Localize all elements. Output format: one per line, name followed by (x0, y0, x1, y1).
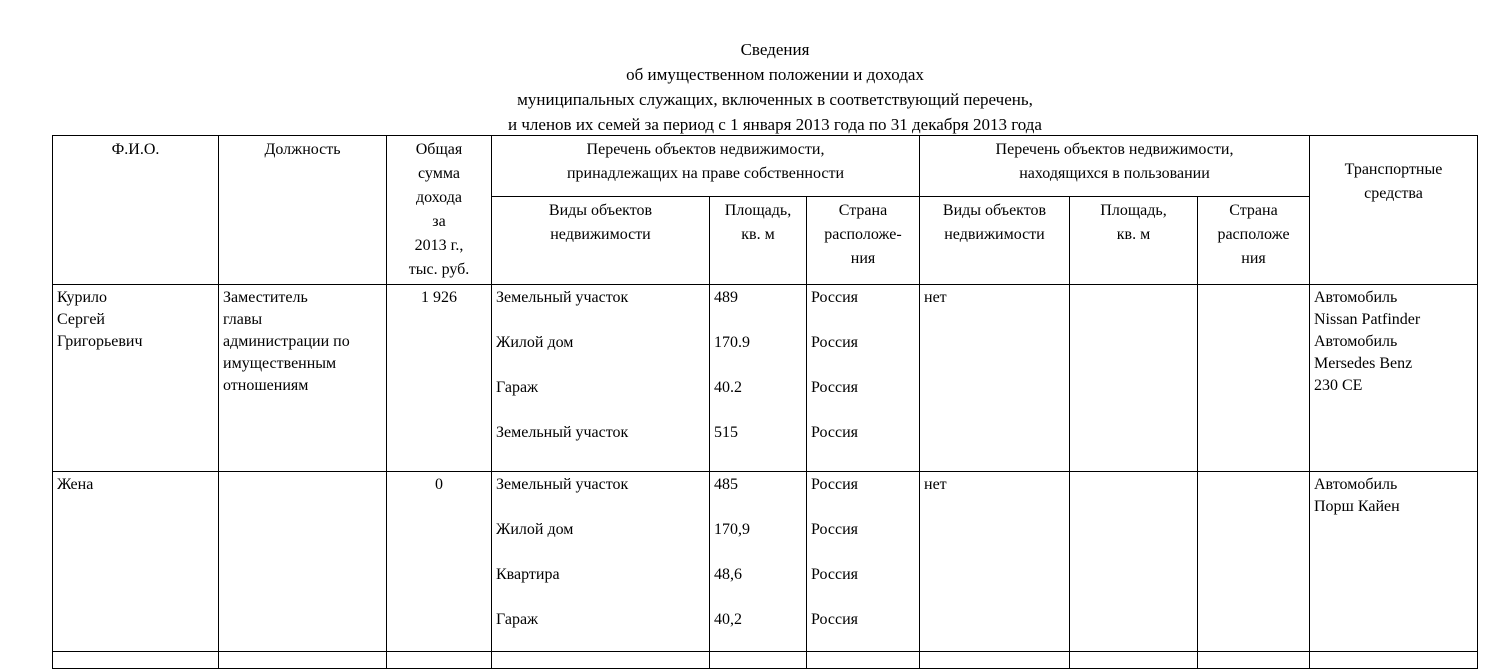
header-owned-area: Площадь, кв. м (710, 196, 807, 284)
position-cell (219, 472, 387, 652)
transport-cell: Автомобиль Порш Кайен (1310, 472, 1478, 652)
used-areas-cell (1070, 285, 1198, 472)
header-fio: Ф.И.О. (53, 136, 219, 285)
fio-cell: Жена (53, 472, 219, 652)
title-line-1: Сведения (740, 40, 810, 59)
header-transport: Транспортные средства (1310, 136, 1478, 285)
table-row (53, 472, 1478, 652)
header-income: Общая сумма дохода за 2013 г., тыс. руб. (387, 136, 492, 285)
title-line-4: и членов их семей за период с 1 января 2013 года по 31 декабря 2013 года (508, 115, 1042, 134)
used-areas-cell (1070, 472, 1198, 652)
header-row-1 (53, 136, 1478, 197)
income-cell: 1 926 (387, 285, 492, 472)
title-line-3: муниципальных служащих, включенных в соответствующий перечень, (517, 90, 1033, 109)
header-used-object-type: Виды объектов недвижимости (920, 196, 1070, 284)
income-cell: 0 (387, 472, 492, 652)
header-used-group: Перечень объектов недвижимости, находящихся в пользовании (920, 136, 1310, 197)
owned-areas-cell: 489 170.9 40.2 515 (710, 285, 807, 472)
document-title (0, 37, 1498, 137)
used-countries-cell (1198, 285, 1310, 472)
transport-cell: Автомобиль Nissan Patfinder Автомобиль Mersedes Benz 230 CE (1310, 285, 1478, 472)
header-owned-object-type: Виды объектов недвижимости (492, 196, 710, 284)
table-row-cutoff (53, 652, 1478, 669)
table-row (53, 285, 1478, 472)
used-countries-cell (1198, 472, 1310, 652)
owned-countries-cell: Россия Россия Россия Россия (807, 472, 920, 652)
header-owned-country: Страна расположе- ния (807, 196, 920, 284)
title-line-2: об имущественном положении и доходах (626, 65, 924, 84)
used-types-cell: нет (920, 472, 1070, 652)
owned-areas-cell: 485 170,9 48,6 40,2 (710, 472, 807, 652)
owned-types-cell: Земельный участок Жилой дом Квартира Гараж (492, 472, 710, 652)
header-used-area: Площадь, кв. м (1070, 196, 1198, 284)
owned-types-cell: Земельный участок Жилой дом Гараж Земельный участок (492, 285, 710, 472)
header-owned-group: Перечень объектов недвижимости, принадлежащих на праве собственности (492, 136, 920, 197)
position-cell: Заместитель главы администрации по имущественным отношениям (219, 285, 387, 472)
header-position: Должность (219, 136, 387, 285)
used-types-cell: нет (920, 285, 1070, 472)
owned-countries-cell: Россия Россия Россия Россия (807, 285, 920, 472)
header-used-country: Страна расположе ния (1198, 196, 1310, 284)
declaration-table (52, 135, 1478, 669)
fio-cell: Курило Сергей Григорьевич (53, 285, 219, 472)
